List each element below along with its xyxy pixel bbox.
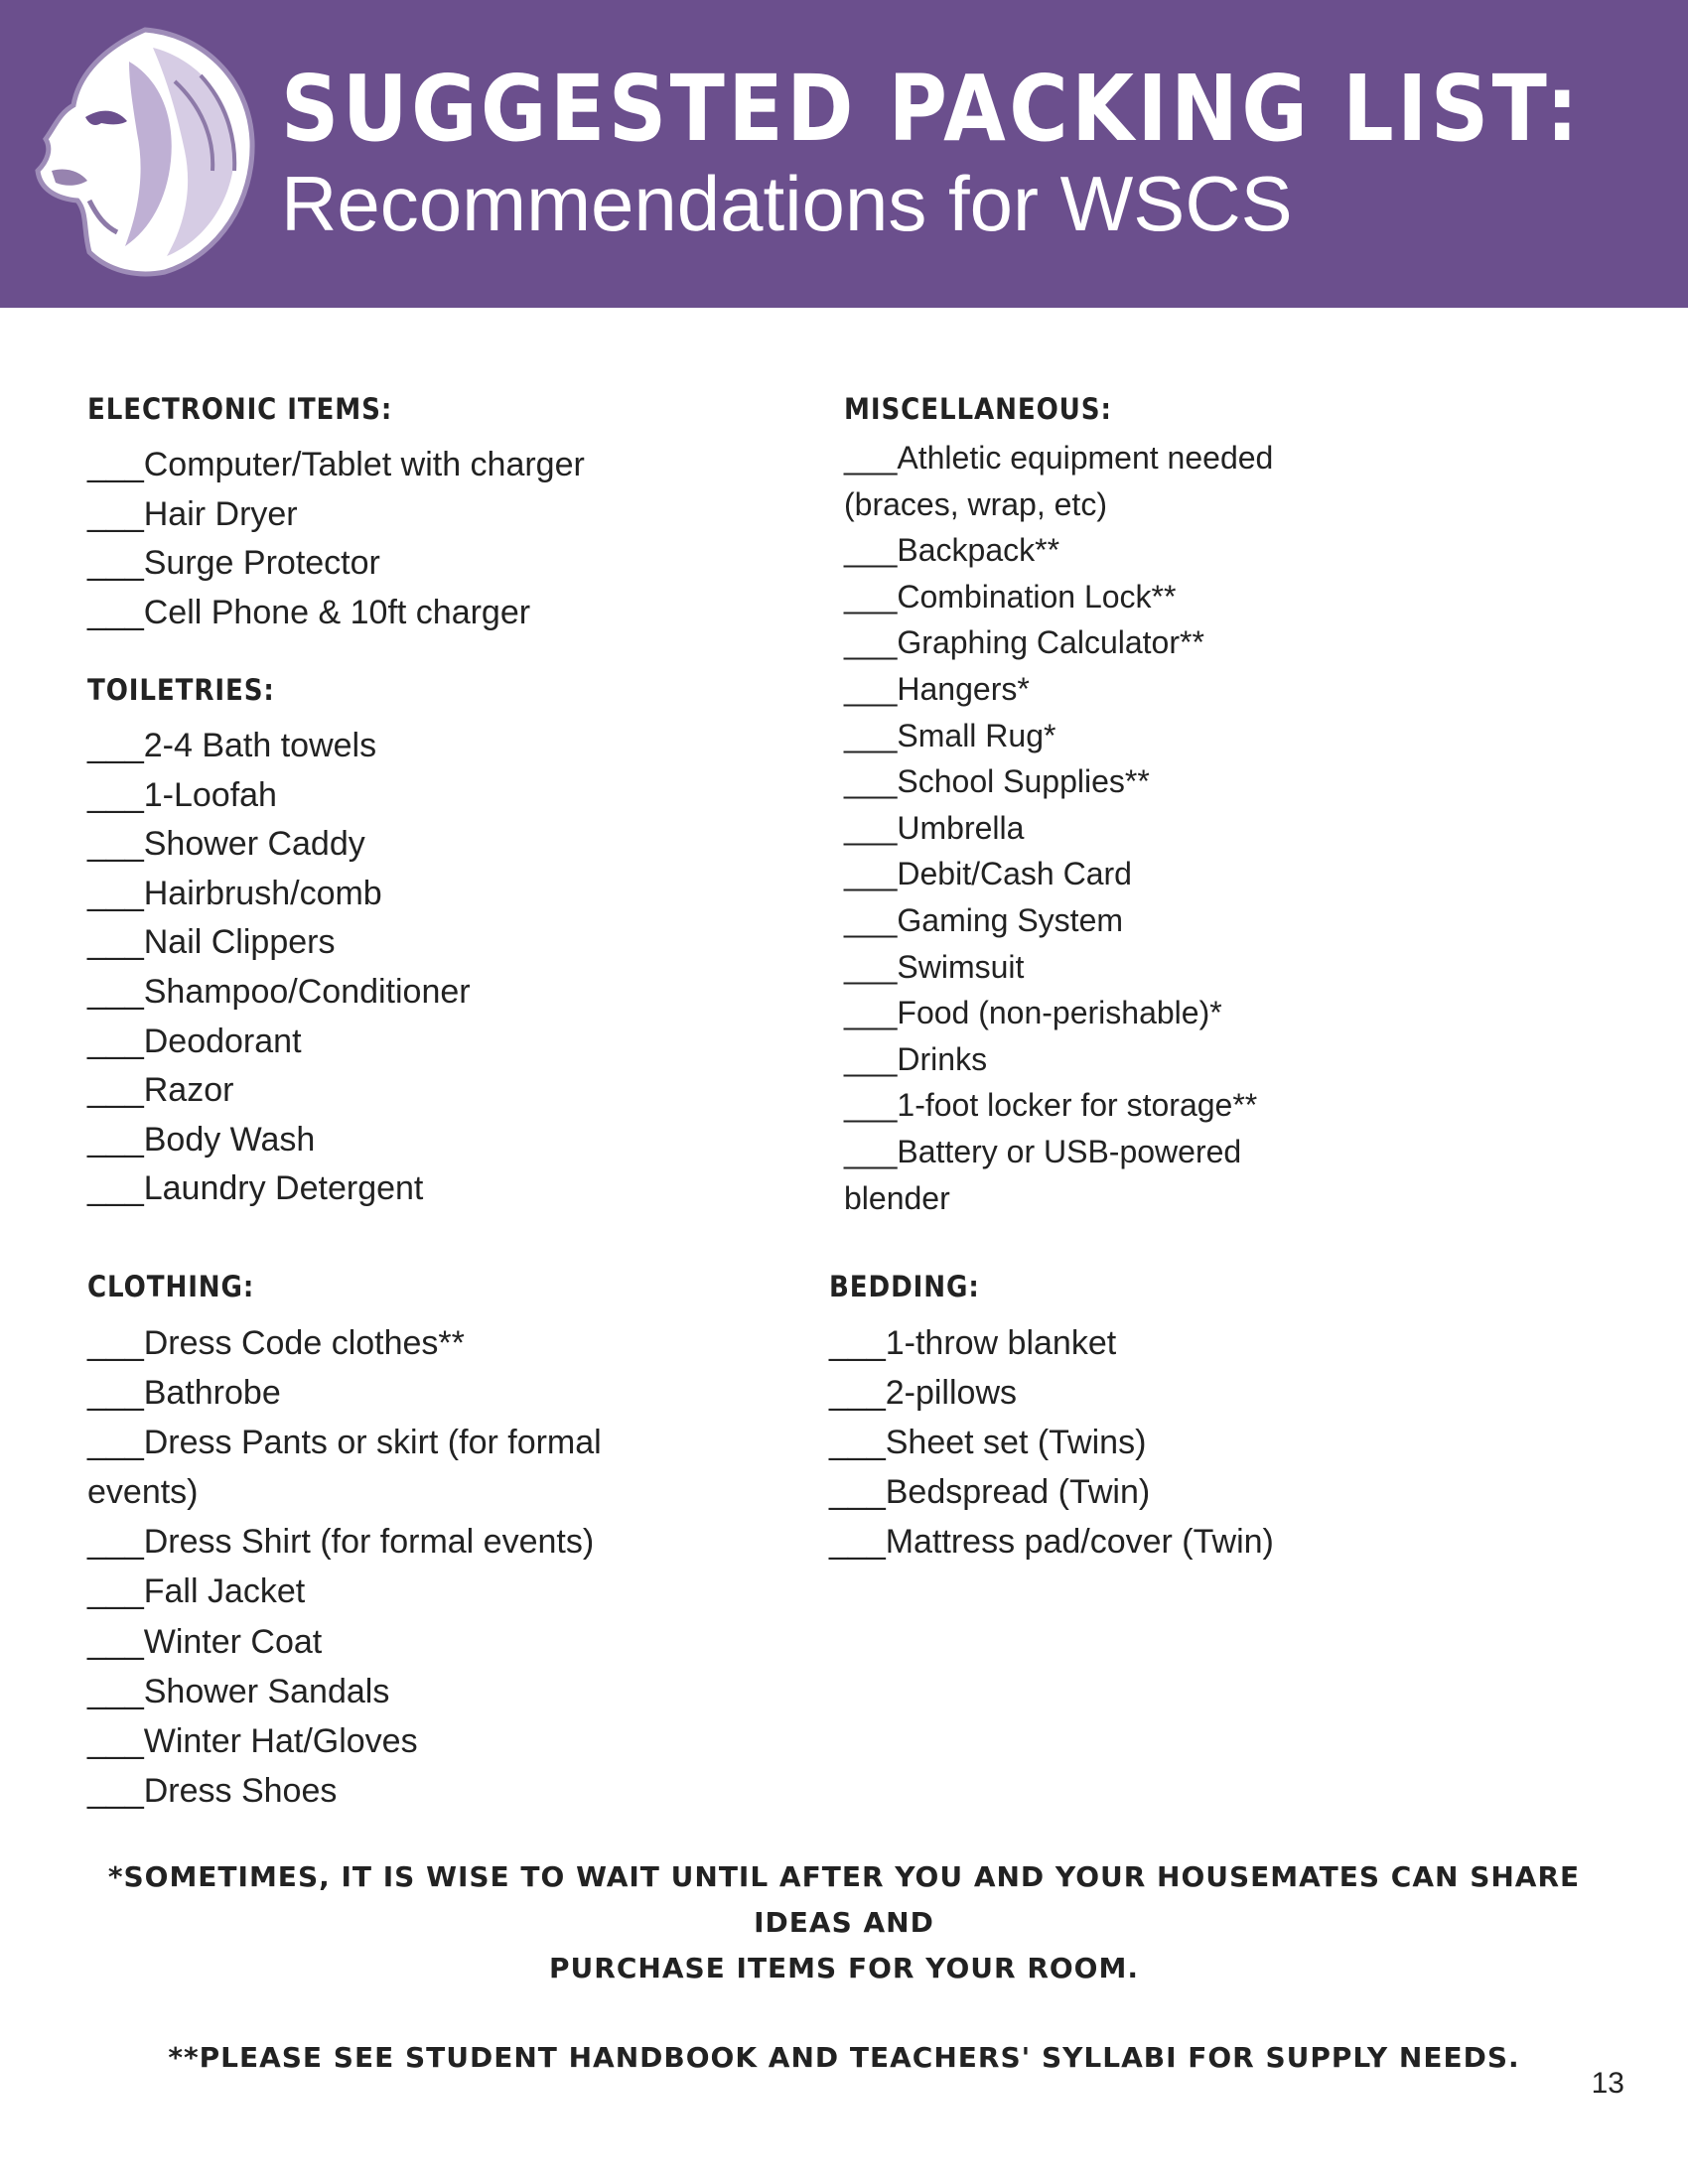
item-label: Swimsuit <box>897 948 1025 985</box>
list-item <box>87 1517 683 1567</box>
list-item <box>87 722 703 771</box>
list-item <box>844 435 1360 481</box>
section-clothing <box>87 1269 683 1816</box>
check-blank: ___ <box>87 825 144 864</box>
list-item <box>87 1018 703 1067</box>
list-item <box>87 1066 703 1116</box>
list-item <box>87 1617 683 1667</box>
check-blank: ___ <box>844 809 898 846</box>
item-label: Fall Jacket <box>143 1572 306 1611</box>
item-label: Hangers* <box>897 670 1030 707</box>
lion-head-icon <box>26 22 264 280</box>
list-item <box>87 1318 683 1368</box>
check-blank: ___ <box>844 1087 898 1124</box>
footnote-line: PURCHASE ITEMS FOR YOUR ROOM. <box>549 1952 1139 1984</box>
item-label: Bathrobe <box>143 1374 281 1413</box>
section-heading: MISCELLANEOUS: <box>844 392 1112 426</box>
check-blank: ___ <box>844 948 898 985</box>
header-banner <box>0 0 1688 308</box>
list-item <box>87 771 703 821</box>
item-label: Sheet set (Twins) <box>885 1424 1147 1462</box>
list-item <box>87 1116 703 1165</box>
list-item <box>844 527 1360 574</box>
list-item <box>844 897 1360 944</box>
page-subtitle: Recommendations for WSCS <box>281 160 1293 247</box>
list-item <box>87 589 703 638</box>
check-blank: ___ <box>844 717 898 753</box>
section-heading: CLOTHING: <box>87 1270 255 1303</box>
list-item <box>844 758 1360 805</box>
check-blank: ___ <box>87 1721 144 1760</box>
list-item <box>844 1129 1360 1175</box>
item-label: Body Wash <box>143 1120 316 1159</box>
item-label: Hairbrush/comb <box>143 874 382 912</box>
check-blank: ___ <box>87 1324 144 1362</box>
item-label: Shower Sandals <box>143 1672 390 1710</box>
checklist <box>87 1318 683 1816</box>
check-blank: ___ <box>844 440 898 476</box>
item-label: 2-pillows <box>885 1374 1017 1413</box>
check-blank: ___ <box>829 1324 886 1362</box>
check-blank: ___ <box>87 1672 144 1710</box>
item-label: Backpack** <box>897 532 1060 569</box>
list-item <box>87 1567 683 1616</box>
item-label: Laundry Detergent <box>143 1169 424 1208</box>
item-label: 1-foot locker for storage** <box>897 1087 1258 1124</box>
item-label: Dress Pants or skirt (for formal <box>143 1424 602 1462</box>
item-label: Dress Code clothes** <box>143 1324 465 1362</box>
list-item <box>829 1368 1425 1418</box>
item-label: 1-Loofah <box>143 775 277 814</box>
item-label: Computer/Tablet with charger <box>143 446 585 483</box>
check-blank: ___ <box>87 775 144 814</box>
check-blank: ___ <box>829 1523 886 1562</box>
item-label: Small Rug* <box>897 717 1056 753</box>
item-label: (braces, wrap, etc) <box>844 485 1107 522</box>
item-label: Combination Lock** <box>897 578 1177 614</box>
list-item-continuation <box>844 481 1360 528</box>
list-item <box>87 539 703 589</box>
item-label: Dress Shirt (for formal events) <box>143 1523 595 1562</box>
list-item <box>87 1418 683 1467</box>
item-label: events) <box>87 1473 199 1512</box>
list-item <box>829 1517 1425 1567</box>
item-label: Gaming System <box>897 901 1124 938</box>
check-blank: ___ <box>87 1771 144 1810</box>
check-blank: ___ <box>87 1374 144 1413</box>
item-label: Surge Protector <box>143 544 380 583</box>
check-blank: ___ <box>87 1622 144 1661</box>
item-label: Shower Caddy <box>143 825 365 864</box>
list-item <box>87 490 703 540</box>
list-item <box>87 820 703 870</box>
list-item <box>87 1667 683 1716</box>
check-blank: ___ <box>87 923 144 962</box>
item-label: Razor <box>143 1071 234 1110</box>
item-label: Nail Clippers <box>143 923 336 962</box>
list-item <box>829 1318 1425 1368</box>
item-label: Shampoo/Conditioner <box>143 972 471 1011</box>
check-blank: ___ <box>829 1374 886 1413</box>
check-blank: ___ <box>844 1133 898 1169</box>
check-blank: ___ <box>844 763 898 800</box>
item-label: Mattress pad/cover (Twin) <box>885 1523 1274 1562</box>
checklist <box>844 435 1360 1221</box>
item-label: Bedspread (Twin) <box>885 1473 1151 1512</box>
item-label: Umbrella <box>897 809 1025 846</box>
list-item <box>87 870 703 919</box>
list-item <box>844 713 1360 759</box>
item-label: Food (non-perishable)* <box>897 995 1222 1031</box>
check-blank: ___ <box>87 544 144 583</box>
list-item <box>844 619 1360 666</box>
item-label: blender <box>844 1179 950 1216</box>
list-item <box>87 1716 683 1766</box>
check-blank: ___ <box>87 1071 144 1110</box>
checklist <box>829 1318 1425 1567</box>
check-blank: ___ <box>87 1424 144 1462</box>
section-heading: ELECTRONIC ITEMS: <box>87 392 393 426</box>
footnote-handbook-note: **PLEASE SEE STUDENT HANDBOOK AND TEACHERS' SYLLABI FOR SUPPLY NEEDS. <box>168 2041 1520 2074</box>
item-label: Athletic equipment needed <box>897 440 1274 476</box>
checklist <box>87 722 703 1214</box>
check-blank: ___ <box>87 972 144 1011</box>
item-label: Battery or USB-powered <box>897 1133 1242 1169</box>
check-blank: ___ <box>844 901 898 938</box>
list-item <box>87 968 703 1018</box>
check-blank: ___ <box>87 1022 144 1060</box>
check-blank: ___ <box>844 624 898 661</box>
section-toiletries <box>87 672 703 1214</box>
check-blank: ___ <box>844 670 898 707</box>
check-blank: ___ <box>844 1040 898 1077</box>
check-blank: ___ <box>844 578 898 614</box>
item-label: Winter Hat/Gloves <box>143 1721 418 1760</box>
check-blank: ___ <box>87 494 144 533</box>
list-item <box>844 851 1360 897</box>
section-miscellaneous <box>844 391 1360 1221</box>
footnote-line: *SOMETIMES, IT IS WISE TO WAIT UNTIL AFTER YOU AND YOUR HOUSEMATES CAN SHARE IDEAS AND <box>107 1860 1581 1939</box>
list-item <box>844 990 1360 1036</box>
check-blank: ___ <box>844 856 898 892</box>
checklist <box>87 441 703 638</box>
item-label: Winter Coat <box>143 1622 323 1661</box>
item-label: Drinks <box>897 1040 988 1077</box>
list-item <box>844 1082 1360 1129</box>
check-blank: ___ <box>87 1523 144 1562</box>
list-item <box>87 918 703 968</box>
item-label: School Supplies** <box>897 763 1150 800</box>
check-blank: ___ <box>87 1572 144 1611</box>
list-item <box>87 1368 683 1418</box>
check-blank: ___ <box>844 532 898 569</box>
list-item <box>844 1036 1360 1083</box>
list-item-continuation <box>844 1175 1360 1222</box>
list-item <box>87 1164 703 1214</box>
section-heading: BEDDING: <box>829 1270 980 1303</box>
check-blank: ___ <box>87 1169 144 1208</box>
item-label: Dress Shoes <box>143 1771 338 1810</box>
check-blank: ___ <box>829 1424 886 1462</box>
check-blank: ___ <box>87 727 144 764</box>
item-label: Hair Dryer <box>143 494 298 533</box>
item-label: 2-4 Bath towels <box>143 727 377 764</box>
section-bedding <box>829 1269 1425 1567</box>
item-label: Deodorant <box>143 1022 302 1060</box>
item-label: Cell Phone & 10ft charger <box>143 594 531 632</box>
check-blank: ___ <box>844 995 898 1031</box>
list-item <box>844 805 1360 852</box>
item-label: Debit/Cash Card <box>897 856 1132 892</box>
list-item <box>844 574 1360 620</box>
list-item <box>829 1418 1425 1467</box>
check-blank: ___ <box>87 594 144 632</box>
list-item <box>87 441 703 490</box>
page-number: 13 <box>1591 2067 1624 2100</box>
check-blank: ___ <box>87 1120 144 1159</box>
list-item <box>829 1467 1425 1517</box>
item-label: 1-throw blanket <box>885 1324 1117 1362</box>
list-item <box>844 666 1360 713</box>
list-item <box>844 944 1360 991</box>
item-label: Graphing Calculator** <box>897 624 1204 661</box>
list-item <box>87 1766 683 1816</box>
section-electronic-items <box>87 391 703 638</box>
section-heading: TOILETRIES: <box>87 673 275 707</box>
list-item-continuation <box>87 1467 683 1517</box>
check-blank: ___ <box>829 1473 886 1512</box>
footnote-wait-note <box>99 1854 1589 1991</box>
page-title: SUGGESTED PACKING LIST: <box>281 56 1582 162</box>
footnotes <box>99 1854 1589 2081</box>
check-blank: ___ <box>87 874 144 912</box>
check-blank: ___ <box>87 446 144 483</box>
